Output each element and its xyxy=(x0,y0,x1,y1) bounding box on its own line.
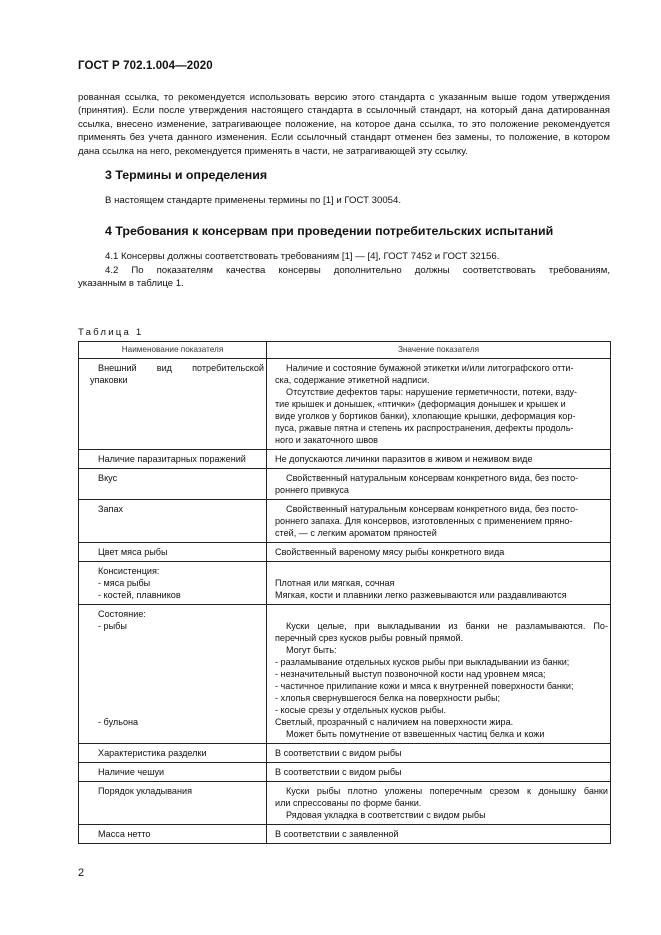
name-line: Характеристика разделки xyxy=(98,748,207,758)
table-row xyxy=(79,450,611,469)
intro-line: рованная ссылка, то рекомендуется использовать версию этого стандарта с указанным выше годом утверждения xyxy=(78,92,610,103)
indicator-name xyxy=(79,450,267,469)
name-line: - мяса рыбы xyxy=(98,578,151,588)
name-line: Цвет мяса рыбы xyxy=(98,547,168,557)
value-line: - частичное прилипание кожи и мяса к внутренней поверхности банки; xyxy=(275,681,574,691)
name-line: Консистенция: xyxy=(98,566,160,576)
value-line: тие крышек и донышек, «птички» (деформация донышек и крышек и xyxy=(275,399,566,409)
section-3-heading: 3 Термины и определения xyxy=(105,168,268,182)
value-line: Куски рыбы плотно уложены поперечным срезом к донышку банки xyxy=(286,786,608,796)
value-line: - косые срезы у отдельных кусков рыбы. xyxy=(275,705,447,715)
indicator-name xyxy=(79,763,267,782)
value-line: Не допускаются личинки паразитов в живом и неживом виде xyxy=(275,454,533,464)
intro-line: применять без учета данного изменения. Если ссылочный стандарт отменен без замены, то положение, в котором xyxy=(78,132,610,144)
name-line: - рыбы xyxy=(98,621,127,631)
value-line: Свойственный вареному мясу рыбы конкретного вида xyxy=(275,547,505,557)
name-line: - бульона xyxy=(98,717,139,727)
indicator-value xyxy=(267,605,611,744)
section-4-heading: 4 Требования к консервам при проведении потребительских испытаний xyxy=(105,224,554,238)
indicator-name xyxy=(79,744,267,763)
value-line: Рядовая укладка в соответствии с видом рыбы xyxy=(286,810,486,820)
value-line: В соответствии с видом рыбы xyxy=(275,748,402,758)
indicator-value xyxy=(267,562,611,605)
table-row xyxy=(79,825,611,844)
value-line: ска, содержание этикетной надписи. xyxy=(275,375,430,385)
value-line: роннего запаха. Для консервов, изготовленных с применением пряно- xyxy=(275,516,573,526)
indicator-value xyxy=(267,744,611,763)
indicator-name xyxy=(79,825,267,844)
table-row xyxy=(79,543,611,562)
name-line: Внешний вид потребительской xyxy=(98,363,264,373)
value-line: - хлопья свернувшегося белка на поверхности рыбы; xyxy=(275,693,501,703)
value-line: Наличие и состояние бумажной этикетки и/или литографского отти- xyxy=(286,363,574,373)
indicator-name xyxy=(79,500,267,543)
value-line: ного и закаточного швов xyxy=(275,435,379,445)
name-line: Масса нетто xyxy=(98,829,151,839)
indicator-value xyxy=(267,782,611,825)
value-line: виде уголков у бортиков банки), хлопающие крышки, деформация кор- xyxy=(275,411,576,421)
indicator-value xyxy=(267,763,611,782)
table-row xyxy=(79,469,611,500)
indicator-name xyxy=(79,782,267,825)
indicator-name xyxy=(79,469,267,500)
document-code: ГОСТ Р 702.1.004—2020 xyxy=(78,60,213,72)
table-row xyxy=(79,500,611,543)
requirements-table xyxy=(78,341,611,844)
intro-line: ссылка, внесено изменение, затрагивающее положение, на которое дана ссылка, то это положение рекомендуется xyxy=(78,118,610,130)
value-line: - разламывание отдельных кусков рыбы при выкладывании из банки; xyxy=(275,657,570,667)
value-line: роннего привкуса xyxy=(275,485,349,495)
name-line: Порядок укладывания xyxy=(98,786,192,796)
name-line: Вкус xyxy=(98,473,118,483)
name-line: Состояние: xyxy=(98,609,146,619)
table-caption xyxy=(78,327,141,338)
indicator-name xyxy=(79,359,267,450)
name-line: Наличие чешуи xyxy=(98,767,165,777)
clause-4-2-line: указанным в таблице 1. xyxy=(78,278,184,290)
name-line: Наличие паразитарных поражений xyxy=(98,454,246,464)
indicator-name xyxy=(79,543,267,562)
name-line: Запах xyxy=(98,504,124,514)
value-line: пуса, ржавые пятна и степень их распространения, дефекты продоль- xyxy=(275,423,574,433)
page-number: 2 xyxy=(78,867,85,879)
intro-line: дана ссылка на него, рекомендуется применять в части, не затрагивающей эту ссылку. xyxy=(78,145,468,157)
intro-paragraph xyxy=(78,91,610,158)
value-line: Плотная или мягкая, сочная xyxy=(275,578,395,588)
indicator-value xyxy=(267,450,611,469)
table-row xyxy=(79,605,611,744)
value-line: В соответствии с видом рыбы xyxy=(275,767,402,777)
clause-4-2-line: 4.2 По показателям качества консервы дополнительно должны соответствовать требованиям, xyxy=(105,265,610,276)
value-line: Свойственный натуральным консервам конкретного вида, без посто- xyxy=(286,473,579,483)
table-row xyxy=(79,744,611,763)
column-header-name: Наименование показателя xyxy=(79,342,267,359)
value-line: стей, — с легким ароматом пряностей xyxy=(275,528,437,538)
column-header-value: Значение показателя xyxy=(267,342,611,359)
table-header-row xyxy=(79,342,611,359)
name-line: упаковки xyxy=(90,375,128,385)
value-line: перечный срез кусков рыбы ровный прямой. xyxy=(275,633,464,643)
indicator-value xyxy=(267,500,611,543)
table-row xyxy=(79,782,611,825)
value-line: Мягкая, кости и плавники легко разжевываются или раздавливаются xyxy=(275,590,567,600)
indicator-name xyxy=(79,605,267,744)
table-caption-label: Таблица xyxy=(78,327,132,338)
value-line: Куски целые, при выкладывании из банки не разламываются. По- xyxy=(286,621,608,631)
clause-4-1: 4.1 Консервы должны соответствовать требованиям [1] — [4], ГОСТ 7452 и ГОСТ 32156. xyxy=(105,251,500,262)
clause-4-2 xyxy=(78,264,610,291)
value-line: В соответствии с заявленной xyxy=(275,829,399,839)
value-line: - незначительный выступ позвоночной кости над уровнем мяса; xyxy=(275,669,546,679)
value-line: Светлый, прозрачный с наличием на поверхности жира. xyxy=(275,717,514,727)
value-line: Отсутствие дефектов тары: нарушение герметичности, потеки, взду- xyxy=(286,387,578,397)
value-line: Свойственный натуральным консервам конкретного вида, без посто- xyxy=(286,504,579,514)
value-line: или спрессованы по форме банки. xyxy=(275,798,422,808)
table-row xyxy=(79,359,611,450)
value-line: Могут быть: xyxy=(286,645,337,655)
indicator-value xyxy=(267,543,611,562)
section-3-text: В настоящем стандарте применены термины по [1] и ГОСТ 30054. xyxy=(105,195,401,206)
indicator-value xyxy=(267,825,611,844)
table-row xyxy=(79,763,611,782)
intro-line: (принятия). Если после утверждения настоящего стандарта в ссылочный стандарт, на который дана датированная xyxy=(78,105,610,117)
indicator-value xyxy=(267,359,611,450)
value-line: Может быть помутнение от взвешенных частиц белка и кожи xyxy=(286,729,545,739)
table-caption-number: 1 xyxy=(135,327,142,338)
name-line: - костей, плавников xyxy=(98,590,181,600)
indicator-value xyxy=(267,469,611,500)
table-row xyxy=(79,562,611,605)
indicator-name xyxy=(79,562,267,605)
